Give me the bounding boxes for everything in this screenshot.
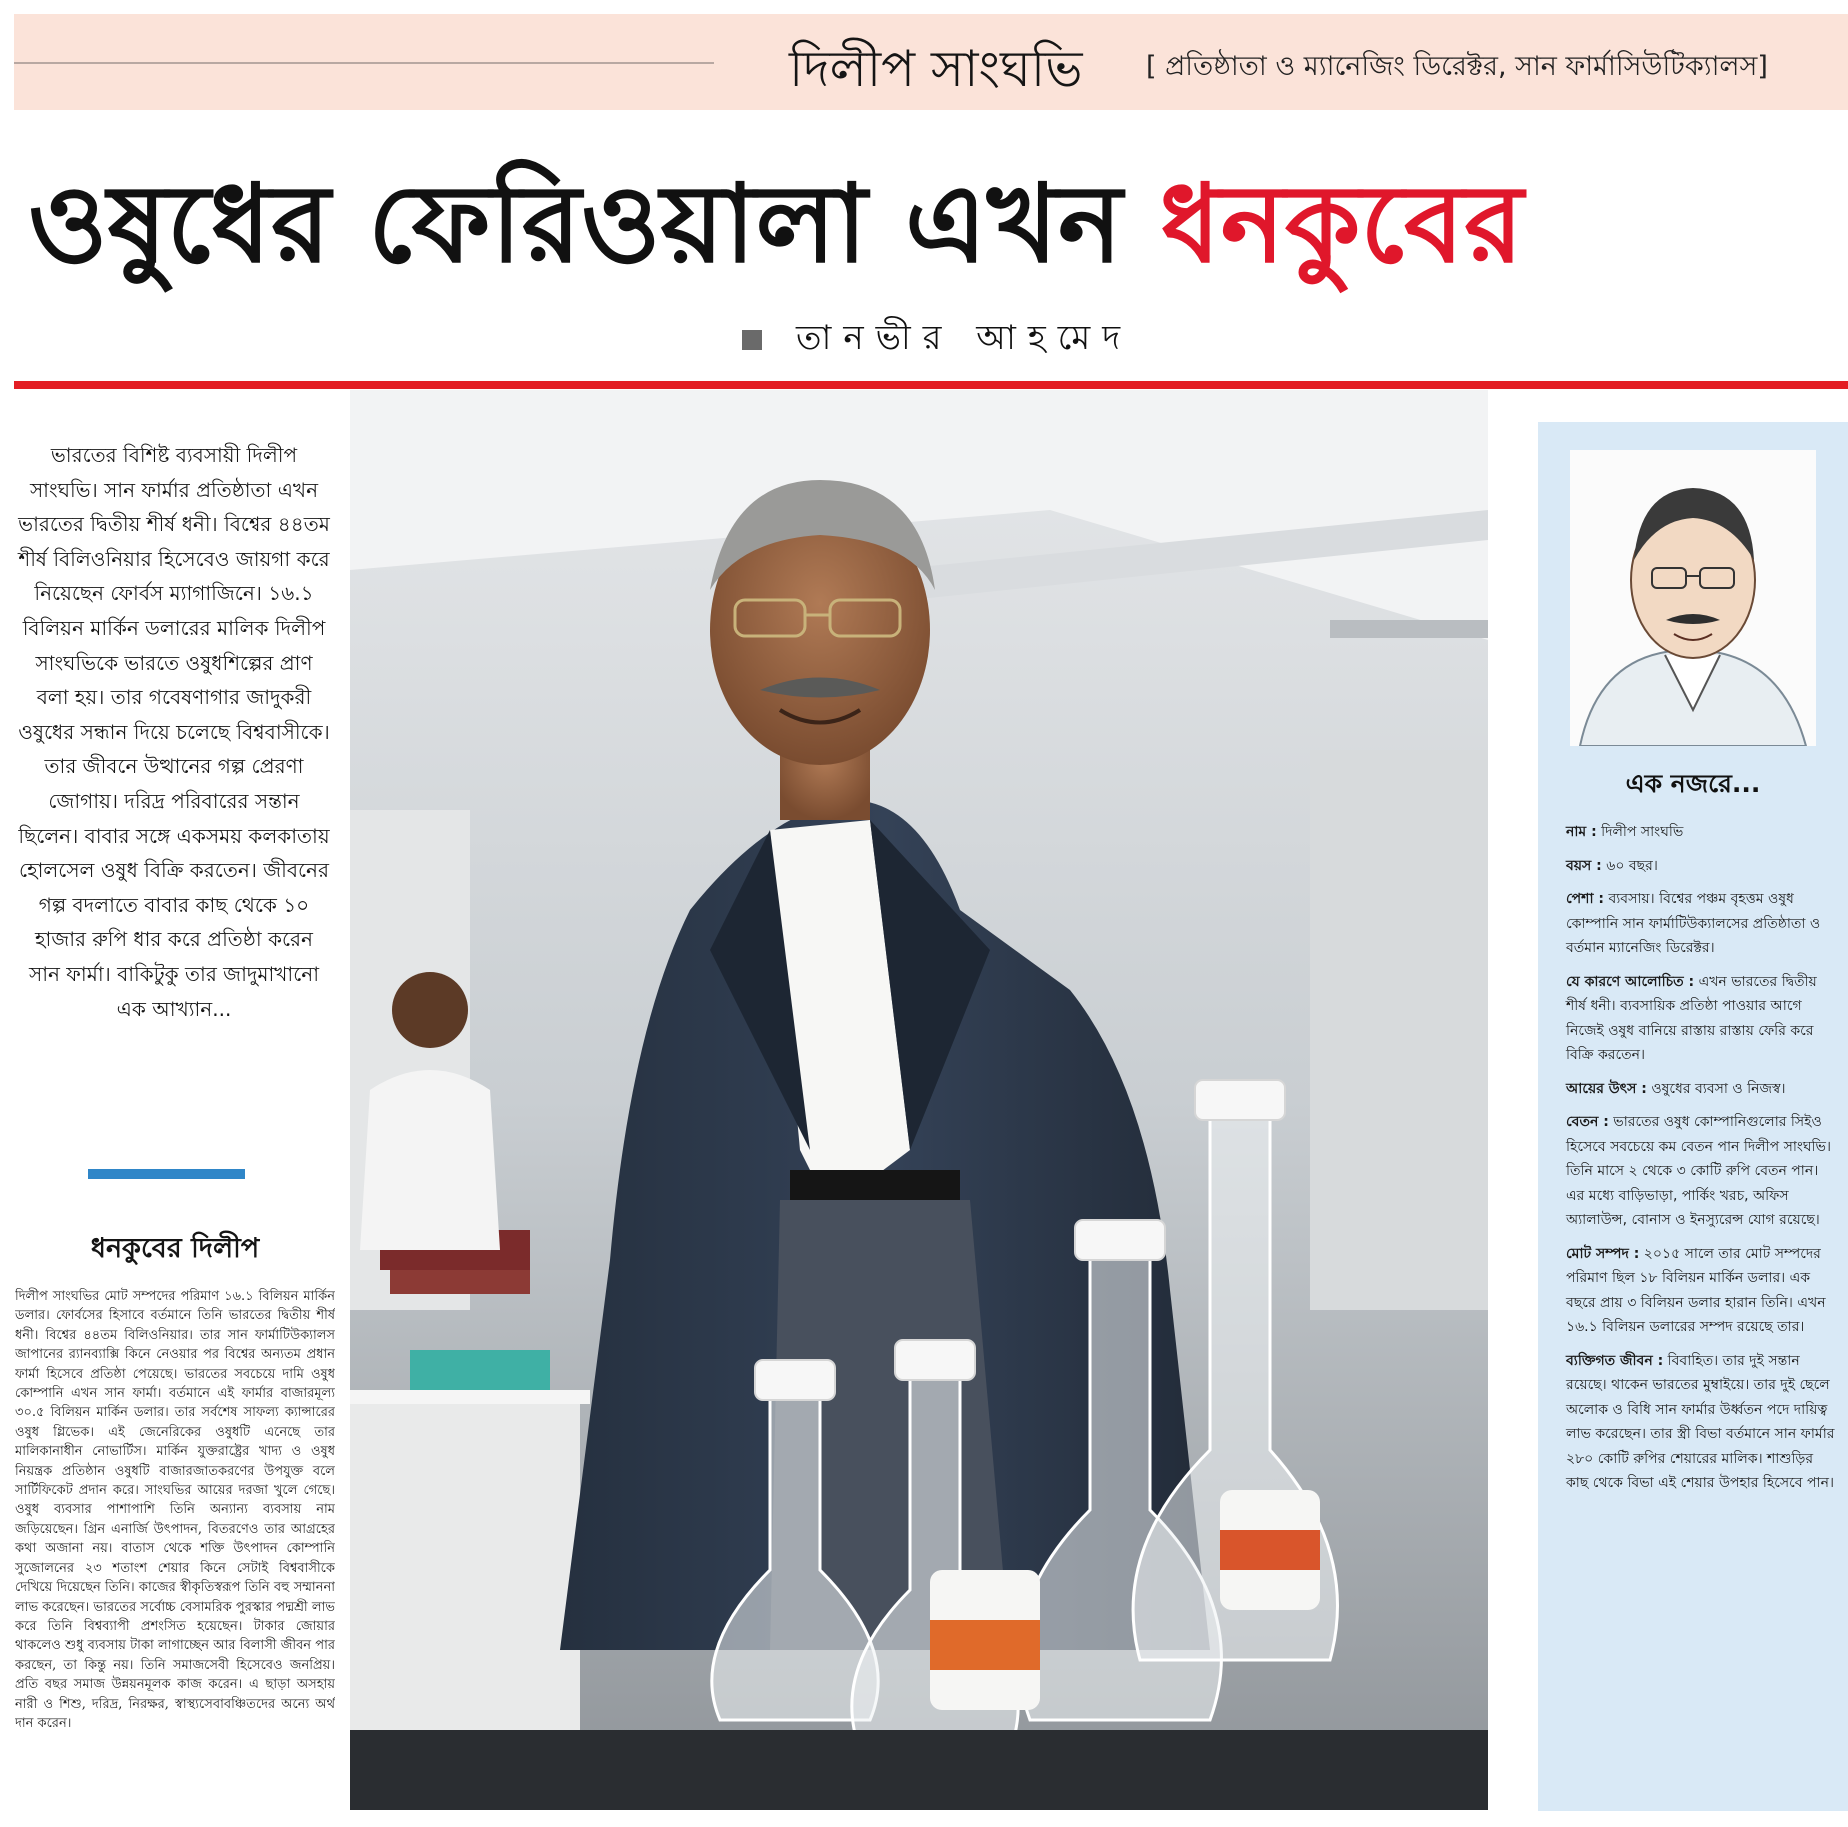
- fact-name: [1566, 820, 1838, 845]
- fact-text: ভারতের ওষুধ কোম্পানিগুলোর সিইও হিসেবে সবচেয়ে কম বেতন পান দিলীপ সাংঘভি। তিনি মাসে ২ থেকে ৩ কোটি রুপি বেতন পান। এর মধ্যে বাড়িভাড়া, পার্কিং খরচ, অফিস অ্যালাউন্স, বোনাস ও ইনস্যুরেন্স যোগ রয়েছে।: [1566, 1114, 1831, 1228]
- fact-label: পেশা :: [1566, 891, 1604, 907]
- fact-why-discussed: [1566, 970, 1838, 1068]
- portrait-sketch-illustration: [1570, 450, 1816, 746]
- fact-net-worth: [1566, 1242, 1838, 1340]
- fact-age: [1566, 854, 1838, 879]
- headline: [28, 150, 1838, 300]
- headline-red-part: ধনকুবের: [1160, 162, 1524, 287]
- fact-label: আয়ের উৎস :: [1566, 1080, 1647, 1097]
- section-title: ধনকুবের দিলীপ: [90, 1233, 260, 1264]
- fact-label: যে কারণে আলোচিত :: [1566, 973, 1695, 990]
- fact-text: ২০১৫ সালে তার মোট সম্পদের পরিমাণ ছিল ১৮ বিলিয়ন মার্কিন ডলার। এক বছরে প্রায় ৩ বিলিয়ন ডলার হারান তিনি। এখন ১৬.১ বিলিয়ন ডলারের সম্পদ রয়েছে তার।: [1566, 1245, 1826, 1335]
- at-a-glance-sidebar: [1538, 422, 1848, 1811]
- banner-rule: [14, 62, 714, 64]
- lab-portrait-illustration: [350, 390, 1488, 1810]
- fact-label: নাম :: [1566, 824, 1597, 840]
- square-bullet-icon: [742, 330, 762, 350]
- fact-label: ব্যক্তিগত জীবন :: [1566, 1352, 1664, 1369]
- blue-divider: [88, 1169, 245, 1179]
- byline: [742, 318, 1132, 362]
- sidebar-title: এক নজরে...: [1625, 769, 1761, 798]
- fact-label: বয়স :: [1566, 857, 1602, 874]
- top-banner: [14, 14, 1848, 110]
- fact-text: ৬০ বছর।: [1606, 857, 1658, 874]
- fact-text: দিলীপ সাংঘভি: [1601, 824, 1684, 840]
- fact-income-source: [1566, 1077, 1838, 1102]
- banner-person-role: [ প্রতিষ্ঠাতা ও ম্যানেজিং ডিরেক্টর, সান ফার্মাসিউটিক্যালস]: [1146, 51, 1768, 82]
- fact-text: বিবাহিত। তার দুই সন্তান রয়েছে। থাকেন ভারতের মুম্বাইয়ে। তার দুই ছেলে অলোক ও বিধি সান ফার্মার উর্ধ্বতন পদে দায়িত্ব লাভ করেছেন। তার স্ত্রী বিভা বর্তমানে সান ফার্মার ২৮০ কোটি রুপির শেয়ারের মালিক। শাশুড়ির কাছ থেকে বিভা এই শেয়ার উপহার হিসেবে পান।: [1566, 1352, 1835, 1491]
- headline-black-part: ওষুধের ফেরিওয়ালা এখন: [28, 162, 1160, 287]
- fact-profession: [1566, 887, 1838, 961]
- fact-label: মোট সম্পদ :: [1566, 1245, 1640, 1262]
- main-photo: [350, 390, 1488, 1810]
- fact-text: ওষুধের ব্যবসা ও নিজস্ব।: [1651, 1080, 1786, 1097]
- byline-author: তানভীর আহমেদ: [796, 317, 1133, 358]
- fact-personal-life: [1566, 1349, 1838, 1496]
- banner-person-name: দিলীপ সাংঘভি: [789, 40, 1083, 98]
- fact-text: এখন ভারতের দ্বিতীয় শীর্ষ ধনী। ব্যবসায়িক প্রতিষ্ঠা পাওয়ার আগে নিজেই ওষুধ বানিয়ে রাস্তায় রাস্তায় ফেরি করে বিক্রি করতেন।: [1566, 973, 1817, 1063]
- red-divider: [14, 381, 1848, 389]
- fact-salary: [1566, 1110, 1838, 1233]
- fact-label: বেতন :: [1566, 1114, 1609, 1130]
- section-body: দিলীপ সাংঘভির মোট সম্পদের পরিমাণ ১৬.১ বিলিয়ন মার্কিন ডলার। ফোর্বসের হিসাবে বর্তমানে তিনি ভারতের দ্বিতীয় শীর্ষ ধনী। বিশ্বের ৪৪তম বিলিওনিয়ার। তার সান ফার্মাটিউক্যালস জাপানের র‍্যানব্যাক্সি কিনে নেওয়ার পর বিশ্বের অন্যতম প্রধান ফার্মা হিসেবে প্রতিষ্ঠা পেয়েছে। ভারতের সবচেয়ে দামি ওষুধ কোম্পানি এখন সান ফার্মা। বর্তমানে এই ফার্মার বাজারমূল্য ৩০.৫ বিলিয়ন মার্কিন ডলার। তার সর্বশেষ সাফল্য ক্যান্সারের ওষুধ গ্লিভেক। এই জেনেরিকের ওষুধটি এনেছে তার মালিকানাধীন নোভার্টিস। মার্কিন যুক্তরাষ্ট্রের খাদ্য ও ওষুধ নিয়ন্ত্রক প্রতিষ্ঠান ওষুধটি বাজারজাতকরণের উপযুক্ত বলে সার্টিফিকেট প্রদান করে। সাংঘভির আয়ের দরজা খুলে গেছে। ওষুধ ব্যবসার পাশাপাশি তিনি অন্যান্য ব্যবসায় নাম জড়িয়েছেন। গ্রিন এনার্জি উৎপাদন, বিতরণেও তার আগ্রহের কথা অজানা নয়। বাতাস থেকে শক্তি উৎপাদন কোম্পানি সুজোলনের ২৩ শতাংশ শেয়ার কিনে সেটাই বিশ্ববাসীকে দেখিয়ে দিয়েছেন তিনি। কাজের স্বীকৃতিস্বরূপ তিনি বহু সম্মাননা লাভ করেছেন। ভারতের সর্বোচ্চ বেসামরিক পুরস্কার পদ্মশ্রী লাভ করে তিনি বিশ্বব্যাপী প্রশংসিত হয়েছেন। টাকার জোয়ার থাকলেও শুধু ব্যবসায় টাকা লাগাচ্ছেন আর বিলাসী জীবন পার করছেন, তা কিন্তু নয়। তিনি সমাজসেবী হিসেবেও জনপ্রিয়। প্রতি বছর সমাজ উন্নয়নমূলক কাজ করেন। এ ছাড়া অসহায় নারী ও শিশু, দরিদ্র, নিরক্ষর, স্বাস্থ্যসেবাবঞ্চিতদের অন্যে অর্থ দান করেন।: [15, 1289, 335, 1731]
- portrait-sketch: [1570, 450, 1816, 746]
- facts-list: [1566, 820, 1838, 1505]
- fact-text: ব্যবসায়। বিশ্বের পঞ্চম বৃহত্তম ওষুধ কোম্পানি সান ফার্মাটিউক্যালসের প্রতিষ্ঠাতা ও বর্তমান ম্যানেজিং ডিরেক্টর।: [1566, 891, 1821, 956]
- intro-paragraph: ভারতের বিশিষ্ট ব্যবসায়ী দিলীপ সাংঘভি। সান ফার্মার প্রতিষ্ঠাতা এখন ভারতের দ্বিতীয় শীর্ষ ধনী। বিশ্বের ৪৪তম শীর্ষ বিলিওনিয়ার হিসেবেও জায়গা করে নিয়েছেন ফোর্বস ম্যাগাজিনে। ১৬.১ বিলিয়ন মার্কিন ডলারের মালিক দিলীপ সাংঘভিকে ভারতে ওষুধশিল্পের প্রাণ বলা হয়। তার গবেষণাগার জাদুকরী ওষুধের সন্ধান দিয়ে চলেছে বিশ্ববাসীকে। তার জীবনে উত্থানের গল্প প্রেরণা জোগায়। দরিদ্র পরিবারের সন্তান ছিলেন। বাবার সঙ্গে একসময় কলকাতায় হোলসেল ওষুধ বিক্রি করতেন। জীবনের গল্প বদলাতে বাবার কাছ থেকে ১০ হাজার রুপি ধার করে প্রতিষ্ঠা করেন সান ফার্মা। বাকিটুকু তার জাদুমাখানো এক আখ্যান...: [18, 443, 330, 1021]
